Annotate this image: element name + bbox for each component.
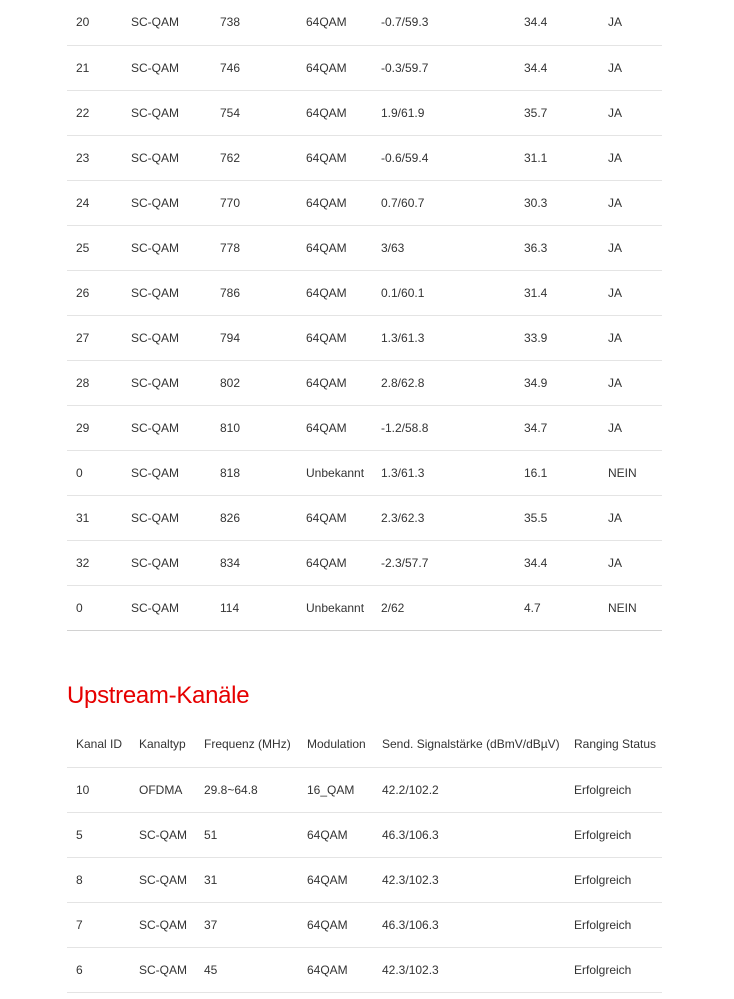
downstream-cell-channel-id: 25 [67,225,122,270]
downstream-cell-channel-id: 29 [67,405,122,450]
downstream-table-container [67,0,662,631]
downstream-cell-locked: NEIN [599,450,662,495]
downstream-cell-locked: JA [599,90,662,135]
upstream-cell-modulation: 64QAM [298,902,373,947]
downstream-row [67,225,662,270]
upstream-cell-modulation: 64QAM [298,947,373,992]
downstream-row [67,450,662,495]
downstream-cell-snr: 35.5 [515,495,599,540]
downstream-cell-frequency: 826 [211,495,297,540]
downstream-cell-modulation: 64QAM [297,495,372,540]
upstream-cell-power: 46.3/106.3 [373,812,565,857]
upstream-cell-power: 42.3/102.3 [373,857,565,902]
upstream-header-frequency: Frequenz (MHz) [204,737,291,752]
downstream-row [67,495,662,540]
upstream-cell-channel-id: 6 [67,947,130,992]
downstream-cell-snr: 16.1 [515,450,599,495]
downstream-cell-modulation: 64QAM [297,45,372,90]
downstream-cell-power: -0.6/59.4 [372,135,515,180]
downstream-cell-channel-id: 26 [67,270,122,315]
downstream-cell-modulation: 64QAM [297,270,372,315]
upstream-cell-channel-type: SC-QAM [130,857,195,902]
upstream-header-modulation: Modulation [307,737,366,752]
downstream-cell-channel-id: 28 [67,360,122,405]
downstream-cell-snr: 34.4 [515,45,599,90]
upstream-cell-frequency: 45 [195,947,298,992]
upstream-cell-modulation: 16_QAM [298,767,373,812]
downstream-cell-channel-type: SC-QAM [122,450,211,495]
downstream-cell-frequency: 746 [211,45,297,90]
upstream-header-power: Send. Signalstärke (dBmV/dBµV) [382,737,560,752]
downstream-cell-snr: 4.7 [515,585,599,630]
upstream-header-row [67,722,662,767]
downstream-cell-frequency: 754 [211,90,297,135]
downstream-cell-power: 1.3/61.3 [372,450,515,495]
downstream-cell-snr: 34.4 [524,15,548,30]
downstream-cell-frequency: 778 [211,225,297,270]
downstream-cell-power: -0.3/59.7 [372,45,515,90]
downstream-cell-locked: JA [599,270,662,315]
upstream-cell-frequency: 31 [195,857,298,902]
downstream-cell-channel-type: SC-QAM [122,135,211,180]
upstream-cell-power: 46.3/106.3 [373,902,565,947]
upstream-row [67,902,662,947]
downstream-cell-channel-id: 0 [67,450,122,495]
downstream-cell-channel-id: 22 [67,90,122,135]
upstream-header-ranging-status: Ranging Status [574,737,657,752]
upstream-cell-channel-id: 5 [67,812,130,857]
downstream-cell-channel-type: SC-QAM [122,495,211,540]
downstream-cell-snr: 33.9 [515,315,599,360]
upstream-cell-channel-type: SC-QAM [130,812,195,857]
downstream-cell-locked: JA [599,540,662,585]
downstream-row [67,45,662,90]
downstream-cell-modulation: Unbekannt [297,450,372,495]
downstream-table [67,0,662,631]
downstream-cell-channel-type: SC-QAM [122,180,211,225]
upstream-cell-channel-type: SC-QAM [130,947,195,992]
downstream-cell-power: 2.3/62.3 [372,495,515,540]
downstream-row [67,360,662,405]
downstream-cell-snr: 31.4 [515,270,599,315]
downstream-cell-power: 3/63 [372,225,515,270]
downstream-cell-channel-type: SC-QAM [122,45,211,90]
upstream-cell-ranging-status: Erfolgreich [565,812,662,857]
downstream-cell-channel-id: 32 [67,540,122,585]
upstream-cell-frequency: 29.8~64.8 [195,767,298,812]
downstream-cell-modulation: 64QAM [297,540,372,585]
downstream-cell-modulation: 64QAM [297,315,372,360]
downstream-cell-channel-type: SC-QAM [122,90,211,135]
downstream-cell-power: -1.2/58.8 [372,405,515,450]
downstream-cell-power: 2.8/62.8 [372,360,515,405]
downstream-cell-channel-type: SC-QAM [122,315,211,360]
downstream-cell-power: 1.3/61.3 [372,315,515,360]
downstream-cell-frequency: 114 [211,585,297,630]
downstream-cell-locked: JA [599,495,662,540]
upstream-cell-ranging-status: Erfolgreich [565,767,662,812]
upstream-header-channel-type: Kanaltyp [139,737,186,752]
downstream-cell-channel-type: SC-QAM [122,405,211,450]
downstream-cell-channel-id: 20 [76,15,90,30]
downstream-cell-modulation: Unbekannt [297,585,372,630]
upstream-row [67,947,662,992]
downstream-cell-modulation: 64QAM [306,15,347,30]
downstream-cell-modulation: 64QAM [297,90,372,135]
downstream-cell-modulation: 64QAM [297,360,372,405]
downstream-cell-channel-id: 0 [67,585,122,630]
downstream-cell-frequency: 802 [211,360,297,405]
downstream-cell-power: 1.9/61.9 [372,90,515,135]
upstream-row [67,767,662,812]
downstream-row [67,90,662,135]
upstream-cell-frequency: 37 [195,902,298,947]
downstream-row [67,270,662,315]
upstream-row [67,812,662,857]
downstream-row [67,405,662,450]
upstream-cell-ranging-status: Erfolgreich [565,902,662,947]
downstream-row [67,180,662,225]
upstream-cell-channel-type: SC-QAM [130,902,195,947]
downstream-cell-channel-type: SC-QAM [122,360,211,405]
downstream-cell-channel-type: SC-QAM [122,270,211,315]
upstream-table [67,722,662,993]
downstream-cell-channel-type: SC-QAM [122,585,211,630]
downstream-cell-channel-type: SC-QAM [122,225,211,270]
downstream-row [67,315,662,360]
upstream-cell-frequency: 51 [195,812,298,857]
downstream-cell-snr: 34.4 [515,540,599,585]
downstream-cell-frequency: 794 [211,315,297,360]
downstream-cell-frequency: 834 [211,540,297,585]
upstream-cell-modulation: 64QAM [298,857,373,902]
downstream-cell-channel-id: 23 [67,135,122,180]
downstream-cell-modulation: 64QAM [297,180,372,225]
downstream-cell-locked: JA [608,15,623,30]
downstream-cell-locked: JA [599,360,662,405]
downstream-cell-locked: JA [599,315,662,360]
downstream-cell-snr: 30.3 [515,180,599,225]
downstream-cell-power: -0.7/59.3 [381,15,429,30]
downstream-cell-snr: 36.3 [515,225,599,270]
upstream-section-title: Upstream-Kanäle [67,682,250,709]
upstream-header-channel-id: Kanal ID [76,737,123,752]
downstream-cell-power: 0.7/60.7 [372,180,515,225]
downstream-cell-power: 0.1/60.1 [372,270,515,315]
upstream-cell-channel-id: 7 [67,902,130,947]
downstream-cell-frequency: 770 [211,180,297,225]
downstream-cell-frequency: 762 [211,135,297,180]
downstream-cell-power: -2.3/57.7 [372,540,515,585]
upstream-cell-power: 42.3/102.3 [373,947,565,992]
downstream-row [67,135,662,180]
downstream-cell-channel-id: 24 [67,180,122,225]
upstream-cell-modulation: 64QAM [298,812,373,857]
downstream-cell-channel-type: SC-QAM [131,15,179,30]
downstream-cell-frequency: 818 [211,450,297,495]
downstream-row [67,585,662,630]
downstream-cell-modulation: 64QAM [297,225,372,270]
downstream-cell-locked: JA [599,405,662,450]
downstream-cell-channel-id: 31 [67,495,122,540]
downstream-cell-locked: JA [599,135,662,180]
downstream-cell-snr: 34.9 [515,360,599,405]
downstream-row [67,540,662,585]
downstream-cell-frequency: 738 [220,15,241,30]
downstream-cell-channel-type: SC-QAM [122,540,211,585]
downstream-cell-modulation: 64QAM [297,405,372,450]
downstream-cell-locked: NEIN [599,585,662,630]
upstream-cell-ranging-status: Erfolgreich [565,857,662,902]
downstream-cell-locked: JA [599,225,662,270]
downstream-cell-frequency: 810 [211,405,297,450]
downstream-cell-locked: JA [599,180,662,225]
upstream-cell-channel-type: OFDMA [130,767,195,812]
downstream-cell-modulation: 64QAM [297,135,372,180]
upstream-cell-channel-id: 8 [67,857,130,902]
downstream-cell-snr: 34.7 [515,405,599,450]
downstream-cell-channel-id: 21 [67,45,122,90]
downstream-cell-snr: 35.7 [515,90,599,135]
upstream-cell-power: 42.2/102.2 [373,767,565,812]
upstream-row [67,857,662,902]
downstream-row [67,0,662,45]
downstream-cell-power: 2/62 [372,585,515,630]
upstream-cell-ranging-status: Erfolgreich [565,947,662,992]
upstream-cell-channel-id: 10 [67,767,130,812]
downstream-cell-frequency: 786 [211,270,297,315]
downstream-cell-channel-id: 27 [67,315,122,360]
downstream-cell-locked: JA [599,45,662,90]
downstream-cell-snr: 31.1 [515,135,599,180]
